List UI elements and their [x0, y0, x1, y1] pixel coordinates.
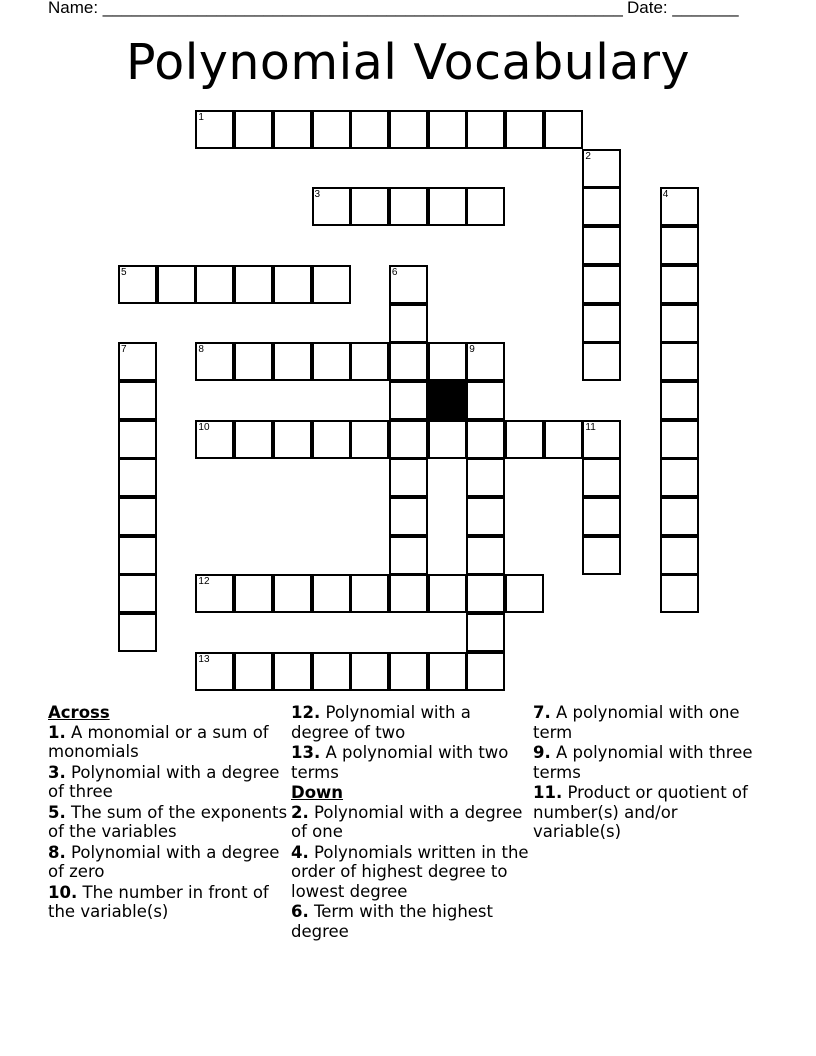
crossword-cell[interactable] — [389, 420, 428, 459]
crossword-cell[interactable] — [118, 381, 157, 420]
crossword-cell[interactable] — [466, 342, 505, 381]
clue-down-11: 11. Product or quotient of number(s) and/or variable(s) — [533, 783, 748, 841]
clue-column-2 — [291, 703, 531, 942]
crossword-cell[interactable] — [118, 458, 157, 497]
crossword-cell[interactable] — [350, 342, 389, 381]
cell-number: 1 — [198, 112, 204, 123]
cell-number: 2 — [585, 150, 591, 162]
clue-across-1: 1. A monomial or a sum of monomials — [48, 722, 269, 761]
crossword-cell[interactable] — [582, 187, 621, 226]
crossword-cell[interactable] — [389, 265, 428, 304]
crossword-cell[interactable] — [660, 536, 699, 575]
crossword-cell[interactable] — [350, 420, 389, 459]
crossword-cell[interactable] — [466, 458, 505, 497]
crossword-cell[interactable] — [660, 458, 699, 497]
crossword-cell[interactable] — [582, 226, 621, 265]
crossword-cell[interactable] — [389, 187, 428, 226]
crossword-cell[interactable] — [118, 342, 157, 381]
crossword-cell[interactable] — [428, 574, 467, 613]
crossword-cell[interactable] — [582, 149, 621, 188]
crossword-cell[interactable] — [195, 574, 234, 613]
crossword-cell[interactable] — [273, 574, 312, 613]
clue-column-3 — [533, 703, 763, 843]
clue-down-2: 2. Polynomial with a degree of one — [291, 802, 523, 841]
crossword-cell[interactable] — [118, 420, 157, 459]
crossword-cell[interactable] — [389, 381, 428, 420]
crossword-black-cell — [428, 381, 467, 420]
clue-down-6: 6. Term with the highest degree — [291, 902, 494, 941]
crossword-cell[interactable] — [660, 342, 699, 381]
crossword-cell[interactable] — [118, 497, 157, 536]
crossword-cell[interactable] — [273, 652, 312, 691]
crossword-cell[interactable] — [389, 304, 428, 343]
crossword-cell[interactable] — [505, 420, 544, 459]
cell-number: 13 — [198, 653, 210, 665]
crossword-cell[interactable] — [466, 497, 505, 536]
clue-across-12: 12. Polynomial with a degree of two — [291, 703, 471, 742]
crossword-cell[interactable] — [582, 265, 621, 304]
crossword-cell[interactable] — [582, 536, 621, 575]
cell-number: 4 — [662, 189, 669, 201]
clue-across-5: 5. The sum of the exponents of the variables — [48, 802, 288, 841]
cell-number: 5 — [121, 266, 127, 278]
crossword-cell[interactable] — [466, 420, 505, 459]
cell-number: 9 — [469, 344, 475, 356]
crossword-cell[interactable] — [234, 265, 273, 304]
clue-across-3: 3. Polynomial with a degree of three — [48, 762, 280, 801]
crossword-cell[interactable] — [660, 574, 699, 613]
crossword-cell[interactable] — [660, 497, 699, 536]
crossword-cell[interactable] — [466, 187, 505, 226]
crossword-cell[interactable] — [195, 420, 234, 459]
crossword-cell[interactable] — [389, 342, 428, 381]
crossword-cell[interactable] — [312, 187, 351, 226]
crossword-cell[interactable] — [273, 110, 312, 149]
crossword-cell[interactable] — [118, 265, 157, 304]
date-field-label[interactable]: Date: _______ — [627, 0, 739, 17]
crossword-cell[interactable] — [312, 342, 351, 381]
crossword-cell[interactable] — [273, 265, 312, 304]
crossword-cell[interactable] — [466, 536, 505, 575]
crossword-cell[interactable] — [389, 497, 428, 536]
crossword-cell[interactable] — [428, 342, 467, 381]
crossword-cell[interactable] — [350, 110, 389, 149]
crossword-cell[interactable] — [118, 613, 157, 652]
crossword-cell[interactable] — [428, 110, 467, 149]
crossword-cell[interactable] — [389, 652, 428, 691]
clue-column-1 — [48, 703, 288, 923]
across-heading: Across — [48, 703, 110, 722]
crossword-cell[interactable] — [389, 458, 428, 497]
cell-number: 11 — [585, 421, 596, 433]
crossword-cell[interactable] — [234, 110, 273, 149]
crossword-cell[interactable] — [582, 497, 621, 536]
crossword-cell[interactable] — [195, 342, 234, 381]
cell-number: 7 — [121, 344, 127, 356]
crossword-cell[interactable] — [312, 110, 351, 149]
crossword-cell[interactable] — [234, 652, 273, 691]
crossword-cell[interactable] — [350, 574, 389, 613]
crossword-cell[interactable] — [234, 420, 273, 459]
crossword-cell[interactable] — [466, 381, 505, 420]
crossword-cell[interactable] — [195, 265, 234, 304]
crossword-cell[interactable] — [582, 342, 621, 381]
page-title: Polynomial Vocabulary — [125, 34, 691, 91]
clue-across-8: 8. Polynomial with a degree of zero — [48, 842, 280, 881]
cell-number: 8 — [198, 344, 204, 356]
crossword-cell[interactable] — [582, 304, 621, 343]
crossword-cell[interactable] — [466, 574, 505, 613]
crossword-cell[interactable] — [505, 110, 544, 149]
crossword-cell[interactable] — [389, 574, 428, 613]
crossword-cell[interactable] — [660, 187, 699, 226]
crossword-cell[interactable] — [660, 265, 699, 304]
down-heading: Down — [291, 783, 344, 802]
crossword-cell[interactable] — [660, 420, 699, 459]
cell-number: 10 — [198, 421, 210, 433]
cell-number: 3 — [314, 189, 321, 201]
crossword-cell[interactable] — [505, 574, 544, 613]
crossword-cell[interactable] — [428, 187, 467, 226]
clue-across-10: 10. The number in front of the variable(s) — [48, 882, 269, 921]
crossword-cell[interactable] — [466, 110, 505, 149]
crossword-cell[interactable] — [544, 420, 583, 459]
crossword-cell[interactable] — [466, 652, 505, 691]
crossword-cell[interactable] — [234, 342, 273, 381]
cell-number: 12 — [198, 576, 210, 588]
clue-down-7: 7. A polynomial with one term — [533, 703, 740, 742]
crossword-cell[interactable] — [466, 613, 505, 652]
crossword-cell[interactable] — [389, 110, 428, 149]
crossword-cell[interactable] — [350, 187, 389, 226]
crossword-cell[interactable] — [118, 574, 157, 613]
crossword-cell[interactable] — [273, 420, 312, 459]
crossword-cell[interactable] — [660, 226, 699, 265]
crossword-cell[interactable] — [312, 420, 351, 459]
crossword-cell[interactable] — [428, 420, 467, 459]
crossword-cell[interactable] — [195, 652, 234, 691]
clue-down-9: 9. A polynomial with three terms — [533, 743, 753, 782]
crossword-cell[interactable] — [312, 652, 351, 691]
crossword-cell[interactable] — [582, 420, 621, 459]
cell-number: 6 — [391, 266, 398, 278]
name-field-label[interactable]: Name: _______________________________________________________ — [48, 0, 623, 17]
crossword-cell[interactable] — [195, 110, 234, 149]
crossword-cell[interactable] — [428, 652, 467, 691]
crossword-cell[interactable] — [389, 536, 428, 575]
crossword-cell[interactable] — [157, 265, 196, 304]
crossword-cell[interactable] — [312, 574, 351, 613]
crossword-cell[interactable] — [312, 265, 351, 304]
crossword-cell[interactable] — [118, 536, 157, 575]
clue-down-4: 4. Polynomials written in the order of highest degree to lowest degree — [291, 842, 529, 901]
clue-across-13: 13. A polynomial with two terms — [291, 743, 509, 782]
crossword-cell[interactable] — [660, 304, 699, 343]
crossword-cell[interactable] — [350, 652, 389, 691]
crossword-cell[interactable] — [544, 110, 583, 149]
crossword-cell[interactable] — [582, 458, 621, 497]
crossword-cell[interactable] — [273, 342, 312, 381]
crossword-cell[interactable] — [660, 381, 699, 420]
crossword-cell[interactable] — [234, 574, 273, 613]
